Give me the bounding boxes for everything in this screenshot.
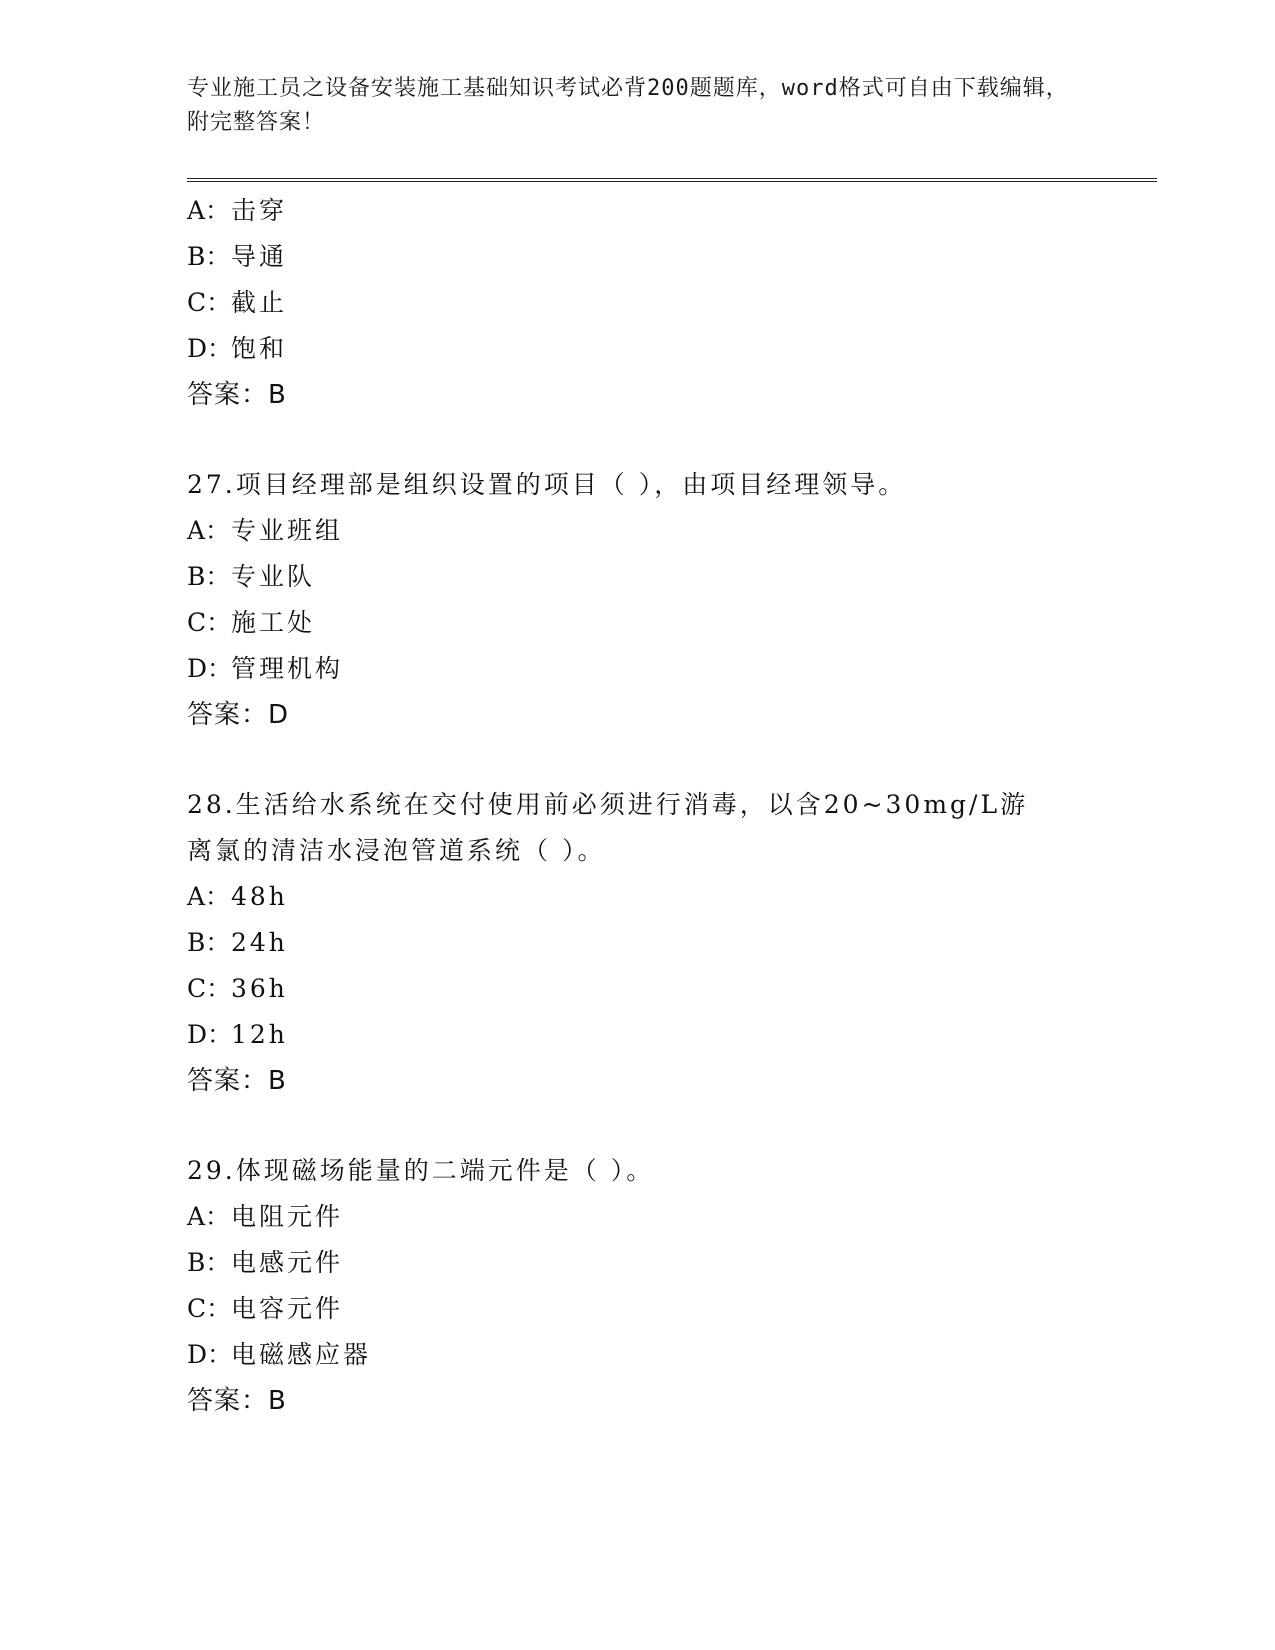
option-b: B：24h (187, 928, 288, 957)
option-c: C：电容元件 (187, 1294, 344, 1323)
option-b: B：导通 (187, 242, 288, 271)
answer: 答案：B (187, 1066, 287, 1096)
answer: 答案：D (187, 700, 290, 730)
question-partial (187, 188, 1087, 418)
question-list (187, 188, 1087, 1424)
page-header: 专业施工员之设备安装施工基础知识考试必背200题题库，word格式可自由下载编辑，附完整答案！ (187, 76, 1069, 135)
question-stem: 27.项目经理部是组织设置的项目（ ），由项目经理领导。 (187, 470, 907, 499)
answer: 答案：B (187, 1386, 287, 1416)
option-c: C：截止 (187, 288, 288, 317)
option-a: A：电阻元件 (187, 1202, 344, 1231)
option-b: B：专业队 (187, 562, 316, 591)
option-c: C：施工处 (187, 608, 316, 637)
option-c: C：36h (187, 974, 288, 1003)
question-28 (187, 782, 1087, 1104)
question-27 (187, 462, 1087, 738)
question-29 (187, 1148, 1087, 1424)
option-a: A：专业班组 (187, 516, 344, 545)
question-stem: 29.体现磁场能量的二端元件是（ ）。 (187, 1156, 655, 1185)
option-d: D：12h (187, 1020, 288, 1049)
question-stem: 28.生活给水系统在交付使用前必须进行消毒，以含20~30mg/L游离氯的清洁水浸泡管道系统（ ）。 (187, 790, 1029, 865)
option-a: A：击穿 (187, 196, 288, 225)
header-divider (187, 178, 1157, 182)
answer: 答案：B (187, 380, 287, 410)
option-a: A：48h (187, 882, 288, 911)
option-b: B：电感元件 (187, 1248, 344, 1277)
option-d: D：电磁感应器 (187, 1340, 372, 1369)
option-d: D：管理机构 (187, 654, 344, 683)
option-d: D：饱和 (187, 334, 288, 363)
